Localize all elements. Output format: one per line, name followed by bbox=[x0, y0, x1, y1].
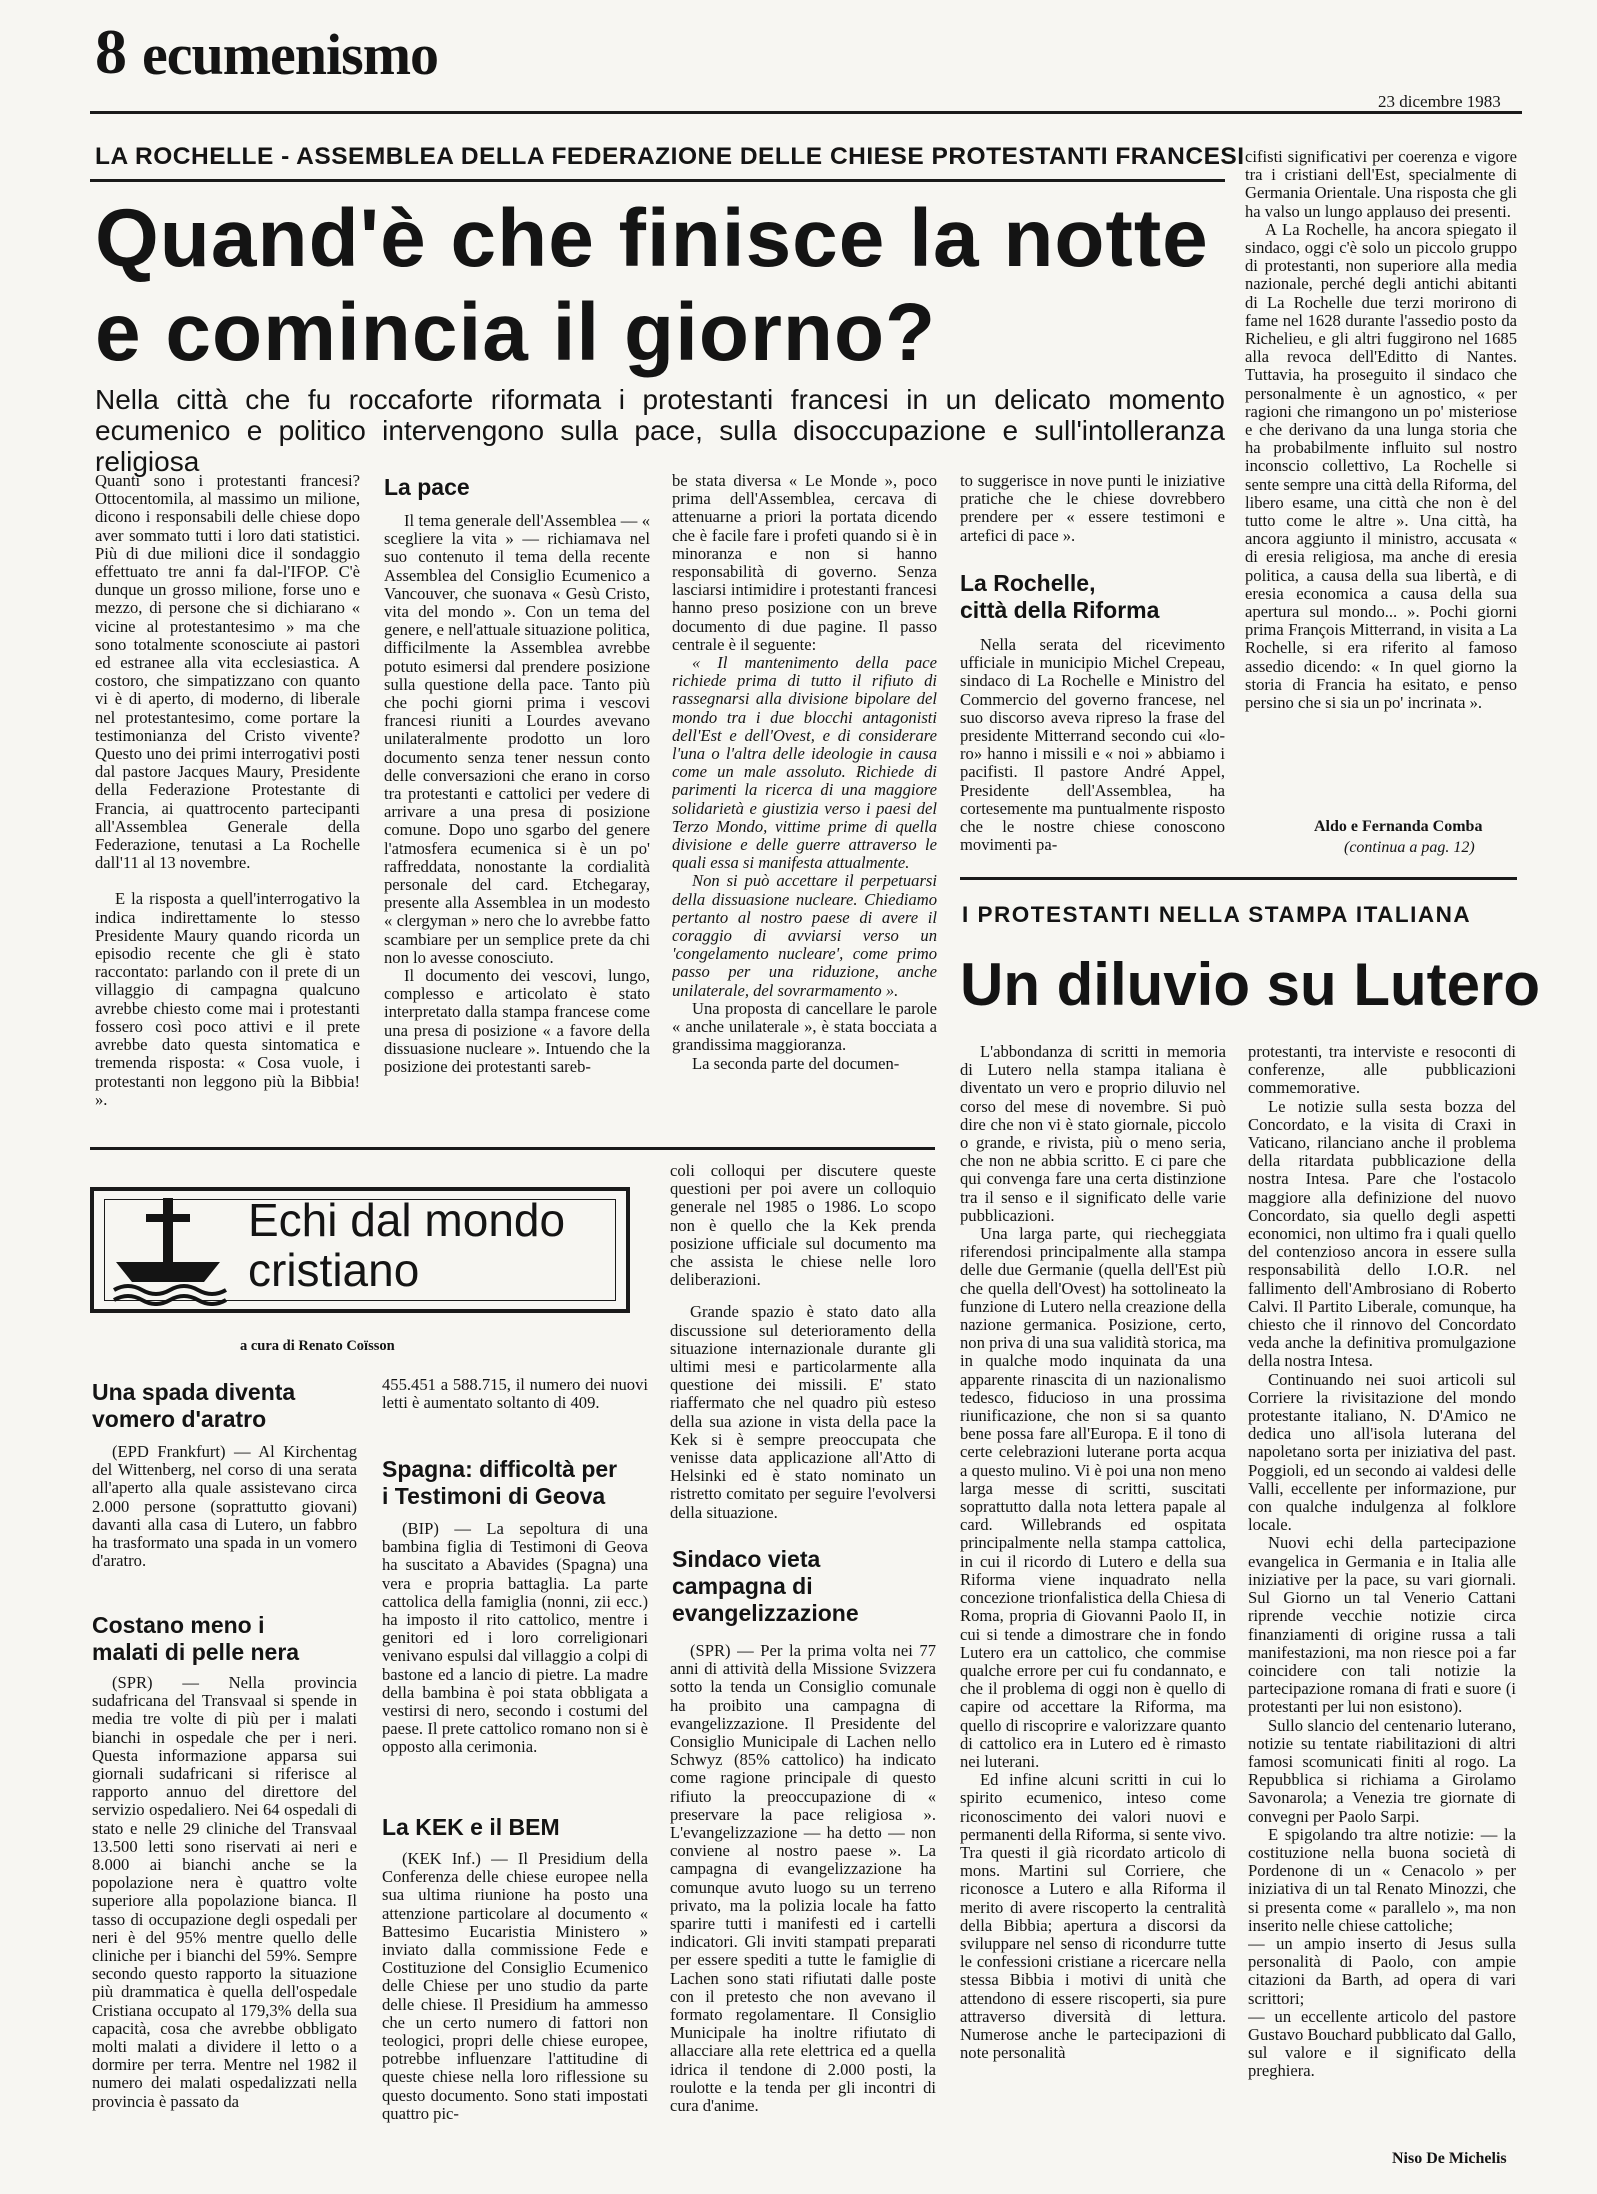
main-column-1 bbox=[95, 472, 360, 1132]
costano-heading-line-1: Costano meno i bbox=[92, 1612, 265, 1638]
paragraph: E spigolando tra altre notizie: — la costituzione nella buona società di Pordenone di un « Cenacolo » per iniziativa di un tal Renato Minozzi, che si presenta come « parallelo », ma non inserito nelle chiese cattoliche; bbox=[1248, 1824, 1516, 1935]
main-column-3 bbox=[672, 472, 937, 1132]
main-signature: Aldo e Fernanda Comba bbox=[1314, 818, 1483, 835]
quote-paragraph: Non si può accettare il perpetuarsi della dissuasione nucleare. Chiediamo pertanto al nostro paese di avere il coraggio di avviarsi verso un 'congelamento nucleare', come primo passo per una riduzione, anche unilaterale, del sovrarmamento ». bbox=[672, 871, 937, 1000]
lutero-kicker: I PROTESTANTI NELLA STAMPA ITALIANA bbox=[962, 902, 1472, 927]
paragraph: Sullo slancio del centenario luterano, notizie su tentate riabilitazioni di altri famosi scomunicati finiti al rogo. La Repubblica si richiama a Girolamo Savonarola; a Venezia tre giornate di convegni per Paolo Sarpi. bbox=[1248, 1715, 1516, 1826]
kek-text bbox=[382, 1850, 648, 2174]
byline-text: a cura di Renato Coïsson bbox=[240, 1338, 395, 1354]
main-column-4 bbox=[960, 636, 1225, 862]
paragraph: Nella serata del ricevimento ufficiale in municipio Michel Crepeau, sindaco di La Rochelle e Ministro del Commercio del governo francese, nel suo discorso aveva ripreso la frase del presidente Mitterrand secondo cui «lo-ro» hanno i missili e « noi » abbiamo i pacifisti. Il pastore André Appel, Presidente dell'Assemblea, ha cortesemente ma puntualmente risposto che le nostre chiese conoscono movimenti pa- bbox=[960, 636, 1225, 855]
spada-heading bbox=[92, 1379, 295, 1433]
issue-date: 23 dicembre 1983 bbox=[1378, 92, 1501, 111]
main-headline bbox=[95, 192, 1209, 380]
paragraph: (SPR) — Per la prima volta nei 77 anni di attività della Missione Svizzera sotto la tenda un Consiglio comunale ha proibito una campagna di evangelizzazione. Il Presidente del Consiglio Municipale di Lachen nello Schwyz (85% cattolico) ha indicato come ragione principale di questo rifiuto la preoccupazione di « preservare la pace religiosa ». L'evangelizzazione — ha detto — non conviene al nostro paese ». La campagna di evangelizzazione ha comunque avuto luogo su un terreno privato, ma la polizia locale ha fatto sparire tutti i manifesti ed i cartelli indicatori. Gli inviti stampati preparati per essere spediti a tutte le famiglie di Lachen sono stati rifiutati dalle poste con il pretesto che non avevano il formato regolamentare. Il Consiglio Municipale ha inoltre rifiutato di allacciare alla rete elettrica ed a quella idrica il tendone di 2.000 posti, la roulotte e la tenda per gli incontri di cura d'anime. bbox=[670, 1642, 936, 2116]
kicker-rule bbox=[90, 179, 1225, 182]
spada-text bbox=[92, 1443, 357, 1599]
echi-title bbox=[248, 1195, 565, 1295]
lutero-column-1 bbox=[960, 1043, 1226, 2171]
page-number: 8 bbox=[95, 16, 127, 87]
spagna-heading-line-2: i Testimoni di Geova bbox=[382, 1483, 606, 1509]
paragraph: be stata diversa « Le Monde », poco prima dell'Assemblea, cercava di attenuarne a priori la portata dicendo che è facile fare i profeti quando si è in minoranza e non si hanno responsabilità di governo. Senza lasciarsi intimidire i protestanti francesi hanno preso posizione con un breve documento di due pagine. Il passo centrale è il seguente: bbox=[672, 472, 937, 654]
paragraph: — un ampio inserto di Jesus sulla personalità di Paolo, con ampie citazioni da Barth, ad opera di vari scrittori; bbox=[1248, 1933, 1516, 2008]
lutero-column-2 bbox=[1248, 1043, 1516, 2123]
headline-line-2: e comincia il giorno? bbox=[95, 287, 937, 378]
echi-title-line-1: Echi dal mondo bbox=[248, 1194, 566, 1246]
sindaco-heading-line-1: Sindaco vieta bbox=[672, 1546, 821, 1572]
echi-column-3 bbox=[670, 1162, 936, 1532]
spagna-heading-line-1: Spagna: difficoltà per bbox=[382, 1456, 618, 1482]
main-column-2 bbox=[384, 512, 650, 1132]
paragraph: Quanti sono i protestanti francesi? Ottocentomila, al massimo un milione, dicono i responsabili delle chiese dopo aver sommato tutti i loro dati statistici. Più di due milioni dice il sondaggio effettuato tre anni fa dal-l'IFOP. C'è dunque un grosso milione, forse uno e mezzo, di persone che si dichiarano « vicine al protestantesimo » ma che sono totalmente sconosciute ai pastori ed estranee alla vita ecclesiastica. A costoro, che simpatizzano con quanto vi è di aperto, di moderno, di liberale nel protestantesimo, come portare la testimonianza del Cristo vivente? Questo uno dei primi interrogativi posti dal pastore Jacques Maury, Presidente della Federazione Protestante di Francia, ai quattrocento partecipanti all'Assemblea Generale della Federazione, tenutasi a La Rochelle dall'11 al 13 novembre. bbox=[95, 472, 360, 873]
costano-text bbox=[92, 1674, 357, 2174]
lutero-headline: Un diluvio su Lutero bbox=[960, 951, 1540, 1018]
paragraph: La seconda parte del documen- bbox=[692, 1053, 900, 1073]
paragraph: (BIP) — La sepoltura di una bambina figlia di Testimoni di Geova ha suscitato a Abavides (Spagna) una vera e propria battaglia. La parte cattolica della famiglia (nonni, zii ecc.) ha imposto il rito cattolico, mentre i genitori ed i loro correligionari venivano espulsi dal villaggio a colpi di bastone ed a lancio di pietre. La madre della bambina è poi stata obbligata a vestirsi di nero, secondo i costumi del paese. Il prete cattolico romano non si è opposto alla cerimonia. bbox=[382, 1520, 648, 1757]
sindaco-heading-line-3: evangelizzazione bbox=[672, 1600, 859, 1626]
col4-heading-line-1: La Rochelle, bbox=[960, 570, 1096, 596]
main-column-4-top bbox=[960, 472, 1225, 568]
paragraph: Una larga parte, qui riecheggiata riferendosi principalmente alla stampa delle due Germanie (quella dell'Est più che quella dell'Ovest) ha sottolineato la funzione di Lutero nella creazione della nazione germanica. Posizione, certo, non priva di una sua validità storica, ma in qualche modo inquinata da una apparente rinascita di un nazionalismo tedesco, fiducioso in una prossima riunificazione, che non si sa quanto bene possa fare all'Europa. E il tono di certe celebrazioni luterane porta acqua a questo mulino. Vi è poi una non meno larga messe di scritti, suscitati soprattutto dalla nota lettera papale al card. Willebrands ed ospitata principalmente nella stampa cattolica, in cui il ricordo di Lutero e della sua Riforma viene inquadrato nella concezione trionfalistica della Chiesa di Roma, propria di Giovanni Paolo II, in cui si tende a dimostrare che in fondo Lutero era un cattolico, che commise qualche errore per cui fu condannato, e che il problema di oggi non è quello di capire od accettare la Riforma, ma quello di riscoprire e valorizzare quanto di cattolico era in Lutero ed è rimasto nei luterani. bbox=[960, 1224, 1226, 1771]
main-subtitle: Nella città che fu roccaforte riformata i protestanti francesi in un delicato momento ecumenico e politico intervengono sulla pace, sulla disoccupazione e sull'intolleranza religiosa bbox=[95, 384, 1225, 477]
costano-text-cont bbox=[382, 1376, 648, 1436]
paragraph: coli colloqui per discutere queste questioni per poi avere un colloquio generale nel 1985 o 1986. Lo scopo non è quello che la Kek prenda posizione ufficiale sul documento ma che assista le chiese nelle loro deliberazioni. bbox=[670, 1162, 936, 1290]
paragraph: Nuovi echi della partecipazione evangelica in Germania e in Italia alle iniziative per la pace, su vari giornali. Sul Giorno un tal Venerio Cattani riprende vecchie notizie circa finanziamenti di origine russa a tali manifestazioni, ma non riesce poi a far coincidere con tali notizie la partecipazione romana di frati e suore (i protestanti per lui non esistono). bbox=[1248, 1533, 1516, 1717]
col2-heading: La pace bbox=[384, 474, 470, 500]
main-column-5 bbox=[1245, 148, 1517, 816]
spagna-text bbox=[382, 1520, 648, 1770]
paragraph: Continuando nei suoi articoli sul Corriere la rivisitazione del mondo protestante italiano, N. D'Amico ne dedica uno all'isola luterana del napoletano sorta per iniziativa del past. Poggioli, ed un secondo ai valdesi delle Valli, eccellente per informazione, pur con qualche indulgenza al folklore locale. bbox=[1248, 1369, 1516, 1535]
paragraph: to suggerisce in nove punti le iniziative pratiche che le chiese dovrebbero prendere per « essere testimoni e artefici di pace ». bbox=[960, 472, 1225, 545]
paragraph: 455.451 a 588.715, il numero dei nuovi letti è aumentato soltanto di 409. bbox=[382, 1376, 648, 1413]
echi-title-line-2: cristiano bbox=[248, 1244, 420, 1296]
kek-heading: La KEK e il BEM bbox=[382, 1814, 560, 1840]
lutero-top-rule bbox=[960, 877, 1517, 880]
paragraph: Le notizie sulla sesta bozza del Concordato, e la visita di Craxi in Vaticano, rilanciano anche il problema della ritardata pubblicazione della nostra Intesa. Pare che l'ostacolo maggiore alla definizione del nuovo Concordato, sia quello degli aspetti economici, non ultimo fra i quali quello del contenzioso ancora in essere sulla responsabilità dello I.O.R. nel fallimento dell'Ambrosiano di Roberto Calvi. Il Partito Liberale, comunque, ha chiesto che il rinnovo del Concordato veda anche la definitiva promulgazione della nostra Intesa. bbox=[1248, 1096, 1516, 1371]
cross-ship-icon bbox=[108, 1194, 228, 1306]
headline-line-1: Quand'è che finisce la notte bbox=[95, 193, 1209, 284]
paragraph: cifisti significativi per coerenza e vigore tra i cristiani dell'Est, specialmente di Germania Orientale. Una risposta che gli ha valso un lungo applauso dei presenti. bbox=[1245, 148, 1517, 221]
costano-heading-line-2: malati di pelle nera bbox=[92, 1639, 300, 1665]
spada-heading-line-2: vomero d'aratro bbox=[92, 1406, 267, 1432]
main-kicker: LA ROCHELLE - ASSEMBLEA DELLA FEDERAZIONE DELLE CHIESE PROTESTANTI FRANCESI bbox=[95, 143, 1245, 170]
costano-heading bbox=[92, 1612, 299, 1666]
paragraph: Il documento dei vescovi, lungo, complesso e articolato è stato interpretato dalla stampa francese come una presa di posizione « a favore della dissuasione nucleare ». Intuendo che la posizione dei protestanti sareb- bbox=[384, 966, 650, 1077]
spada-heading-line-1: Una spada diventa bbox=[92, 1379, 296, 1405]
paragraph: Una proposta di cancellare le parole « anche unilaterale », è stata bocciata a grandissima maggioranza. bbox=[672, 998, 937, 1055]
paragraph: (EPD Frankfurt) — Al Kirchentag del Wittenberg, nel corso di una serata all'aperto alla quale assistevano circa 2.000 persone (soprattutto giovani) davanti alla casa di Lutero, un fabbro ha trasformato una spada in un vomero d'aratro. bbox=[92, 1443, 357, 1571]
continued-note: (continua a pag. 12) bbox=[1344, 839, 1475, 856]
paragraph: A La Rochelle, ha ancora spiegato il sindaco, oggi c'è solo un piccolo gruppo di protestanti, non superiore alla media nazionale, perché degli antichi abitanti di La Rochelle due terzi morirono di fame nel 1628 durante l'assedio posto da Richelieu, e gli altri fuggirono nel 1685 alla revoca dell'Editto di Nantes. Tuttavia, ha proseguito il sindaco che personalmente è un agnostico, « per ragioni che rimangono un po' misteriose e che derivano da una lunga storia che ha probabilmente influito sul nostro inconscio collettivo, La Rochelle si sente sempre una città della Riforma, del libero esame, una città che non è del tutto come le altre ». Una città, ha ancora aggiunto il ministro, accusata « di eresia religiosa, ma anche di eresia politica, a causa della sua libertà, e di eresia economica a causa della sua apertura sul mondo... ». Pochi giorni prima François Mitterrand, in visita a La Rochelle, si era riferito al famoso assedio dicendo: « In quel giorno la storia di Francia ha esitato, e penso persino che si sia un po' incrinata ». bbox=[1245, 219, 1517, 713]
sindaco-text bbox=[670, 1642, 936, 2174]
sindaco-heading bbox=[672, 1546, 859, 1627]
col4-heading-line-2: città della Riforma bbox=[960, 597, 1160, 623]
masthead-rule bbox=[90, 111, 1522, 114]
paragraph: Grande spazio è stato dato alla discussione sul deterioramento della situazione internazionale durante gli ultimi mesi e particolarmente alla questione dei missili. E' stato riaffermato che nel quadro più esteso della sua azione in vista della pace la Kek si è sempre preoccupata che venisse data applicazione all'Atto di Helsinki ed è stato nominato un ristretto comitato per seguire l'evolversi della situazione. bbox=[670, 1302, 936, 1522]
spagna-heading bbox=[382, 1456, 617, 1510]
echi-top-rule bbox=[90, 1147, 935, 1150]
paragraph: — un eccellente articolo del pastore Gustavo Bouchard pubblicato dal Gallo, sul valore e il significato della preghiera. bbox=[1248, 2006, 1516, 2081]
paragraph: (KEK Inf.) — Il Presidium della Conferenza delle chiese europee nella sua ultima riunione ha posto una attenzione particolare al documento « Battesimo Eucaristia Ministero » inviato dalla commissione Fede e Costituzione del Consiglio Ecumenico delle Chiese per uno studio da parte delle chiese. Il Presidium ha ammesso che un certo numero di fattori non teologici, propri delle chiese europee, potrebbe influenzare l'attitudine di queste chiese nella loro riflessione su questo documento. Sono stati impostati quattro pic- bbox=[382, 1850, 648, 2123]
lutero-signature: Niso De Michelis bbox=[1392, 2150, 1507, 2167]
paragraph: E la risposta a quell'interrogativo la indica indirettamente lo stesso Presidente Maury quando ricorda un episodio recente che gli è stato raccontato: parlando con il prete di un villaggio di campagna qualcuno avrebbe chiesto come mai i protestanti fossero così poco attivi e il prete avrebbe dato questa sintomatica e tremenda risposta: « Cosa vuole, i protestanti non leggono più la Bibbia! ». bbox=[95, 889, 360, 1109]
section-title: ecumenismo bbox=[142, 22, 439, 87]
col4-heading bbox=[960, 570, 1225, 624]
sindaco-heading-line-2: campagna di bbox=[672, 1573, 813, 1599]
paragraph: Il tema generale dell'Assemblea — « scegliere la vita » — richiamava nel suo contenuto il tema della recente Assemblea del Consiglio Ecumenico a Vancouver, che suonava « Gesù Cristo, vita del mondo ». Con un tema del genere, e nell'attuale situazione politica, difficilmente la Assemblea avrebbe potuto esimersi dal prendere posizione sulla questione della pace. Tanto più che pochi giorni prima i vescovi francesi riuniti a Lourdes avevano unilateralmente prodotto un loro documento senza tener nessun conto delle conversazioni che erano in corso tra protestanti e cattolici per vedere di arrivare a una presa di posizione comune. Dopo uno sgarbo del genere l'atmosfera ecumenica si è un po' raffreddata, nonostante la cordialità personale del card. Etchegaray, presente alla Assemblea in un modesto « clergyman » nero che lo avrebbe fatto scambiare per un semplice prete da chi non lo avesse conosciuto. bbox=[384, 512, 650, 967]
quote-paragraph: « Il mantenimento della pace richiede prima di tutto il rifiuto di rassegnarsi alla divisione bipolare del mondo tra i due blocchi antagonisti dell'Est e dell'Ovest, e di considerare l'una o l'altra delle ideologie in causa come un male assoluto. Richiede di parimenti la ricerca di una maggiore solidarietà e giustizia verso i paesi del Terzo Mondo, vittime prime di quella divisione e delle guerre attraverso le quali essa si manifesta attualmente. bbox=[672, 653, 937, 873]
echi-byline bbox=[240, 1338, 395, 1355]
paragraph: L'abbondanza di scritti in memoria di Lutero nella stampa italiana è diventato un vero e proprio diluvio nel corso del mese di novembre. Si può dire che non vi è stato giornale, piccolo o grande, e rivista, più o meno seria, che non ne abbia scritto. E ci pare che qui convenga fare una certa distinzione tra il senso e il significato delle varie pubblicazioni. bbox=[960, 1043, 1226, 1225]
paragraph: (SPR) — Nella provincia sudafricana del Transvaal si spende in media tre volte di più per i malati bianchi in ospedale che per i neri. Questa informazione apparsa sui giornali sudafricani si riferisce al rapporto annuo del direttore del servizio ospedaliero. Nei 64 ospedali di stato e nelle 29 cliniche del Transvaal 13.500 letti sono riservati ai neri e 8.000 ai bianchi anche se la popolazione nera è quattro volte superiore alla popolazione bianca. Il tasso di occupazione degli ospedali per neri è del 95% mentre quello delle cliniche per i bianchi del 59%. Sempre secondo questo rapporto la situazione più drammatica è quella dell'ospedale Cristiana occupato al 179,3% della sua capacità, cosa che avrebbe obbligato molti malati a dividere il letto o a dormire per terra. Mentre nel 1982 il numero dei malati ospedalizzati nella provincia è passato da bbox=[92, 1674, 357, 2111]
paragraph: protestanti, tra interviste e resoconti di conferenze, alle pubblicazioni commemorative. bbox=[1248, 1043, 1516, 1098]
paragraph: Ed infine alcuni scritti in cui lo spirito ecumenico, inteso come riconoscimento dei valori nuovi e permanenti della Riforma, si sente vivo. Tra questi il già ricordato articolo di mons. Martini sul Corriere, che riconosce a Lutero e alla Riforma il merito di avere riscoperto la centralità della Bibbia; apertura a discorsi da sviluppare nel senso di ricondurre tutte le confessioni cristiane a ricercare nella stessa Bibbia i motivi di unità che attendono di essere riscoperti, sia pure attraverso diversità di lettura. Numerose anche le partecipazioni di note personalità bbox=[960, 1770, 1226, 2063]
